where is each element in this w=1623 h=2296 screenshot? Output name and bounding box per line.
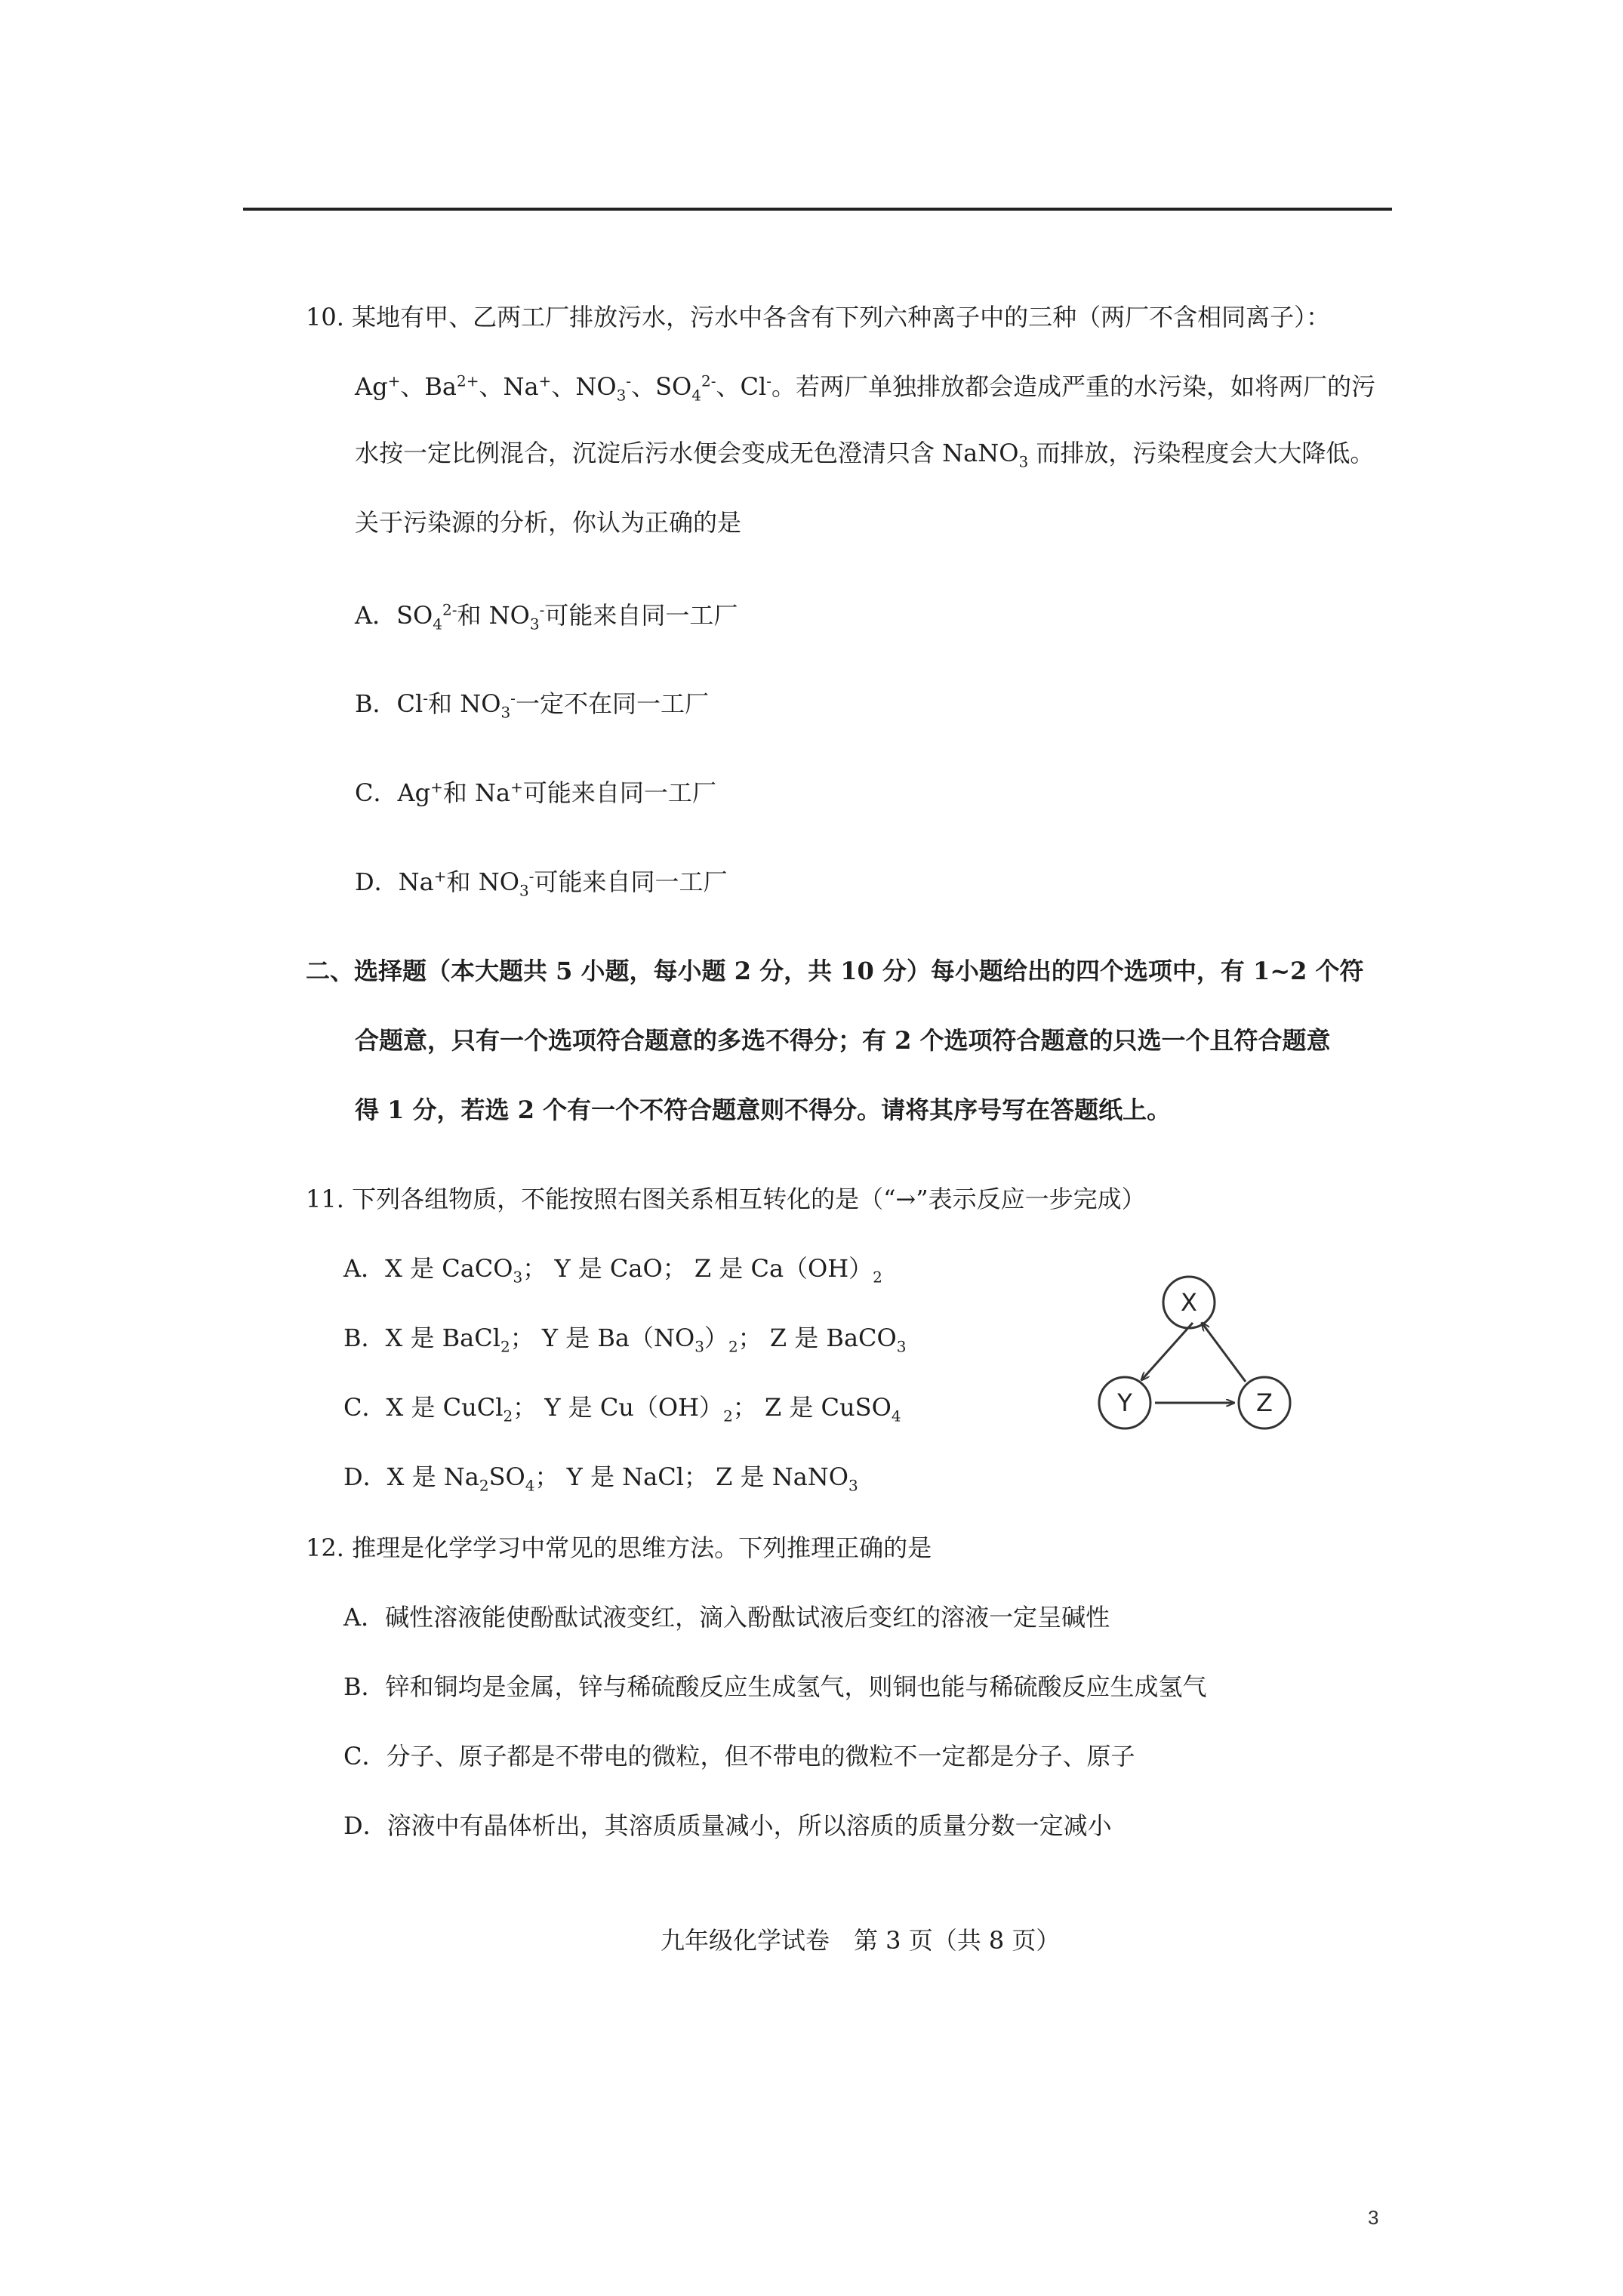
node-z-label: Z	[1256, 1388, 1273, 1417]
q10-stem-line2: Ag+、$Ba^{2+}$、Na+、$NO_3^-$、$SO_4^{2-}$、Cl-。若两厂单独排放都会造成严重的水污染，如将两厂的污	[355, 371, 1375, 405]
q10-stem-line3: 水按一定比例混合，沉淀后污水便会变成无色澄清只含 NaNO$_3$ 而排放，污染程度会大大降低。	[355, 439, 1375, 471]
header-rule	[243, 208, 1392, 211]
q10-stem-line1: 10. 某地有甲、乙两工厂排放污水，污水中各含有下列六种离子中的三种（两厂不含相同离子）：	[306, 303, 1331, 331]
q10-option-b: B．Cl-和 $NO_3^-$一定不在同一工厂	[355, 689, 709, 722]
arrow-x-to-y	[1141, 1323, 1193, 1380]
q11-option-a: A．X 是 CaCO$_3$； Y 是 CaO； Z 是 $Ca(OH)_2$	[343, 1254, 882, 1287]
node-x-label: X	[1181, 1288, 1197, 1317]
q10-stem-line4: 关于污染源的分析，你认为正确的是	[355, 508, 742, 537]
q12-stem: 12. 推理是化学学习中常见的思维方法。下列推理正确的是	[306, 1533, 932, 1562]
arrow-z-to-x	[1202, 1323, 1246, 1382]
q11-option-c: C．X 是 CuCl$_2$； Y 是 $Cu(OH)_2$； Z 是 CuSO$_4$	[343, 1393, 901, 1425]
ion-so4: $SO_4^{2-}$	[655, 371, 716, 405]
q11-option-d: D．X 是 $Na_2SO_4$； Y 是 NaCl； Z 是 NaNO$_3$	[343, 1462, 858, 1495]
q12-option-d: D．溶液中有晶体析出，其溶质质量减小，所以溶质的质量分数一定减小	[343, 1811, 1112, 1840]
q12-option-a: A．碱性溶液能使酚酞试液变红，滴入酚酞试液后变红的溶液一定呈碱性	[343, 1603, 1110, 1632]
q11-option-b: B．X 是 BaCl$_2$； Y 是 $Ba(NO_3)_2$； Z 是 BaCO$_3$	[343, 1324, 907, 1356]
q10-option-c: C．Ag+和 Na+可能来自同一工厂	[355, 778, 716, 807]
node-y-label: Y	[1117, 1388, 1132, 1417]
ion-no3: $NO_3^-$	[575, 371, 632, 405]
reaction-diagram	[1079, 1268, 1313, 1442]
ion-ba: $Ba^{2+}$	[424, 371, 479, 401]
q10-option-a: A．$SO_4^{2-}$和 $NO_3^-$可能来自同一工厂	[355, 600, 738, 633]
ion-cl: Cl-	[740, 371, 771, 401]
ion-na: Na+	[503, 371, 552, 401]
section2-heading-line2: 合题意，只有一个选项符合题意的多选不得分；有 2 个选项符合题意的只选一个且符合题意	[355, 1026, 1331, 1055]
ion-ag: Ag+	[355, 371, 401, 401]
section2-heading-line1: 二、选择题（本大题共 5 小题，每小题 2 分，共 10 分）每小题给出的四个选项中，有 1~2 个符	[306, 957, 1364, 985]
q12-option-b: B．锌和铜均是金属，锌与稀硫酸反应生成氢气，则铜也能与稀硫酸反应生成氢气	[343, 1672, 1207, 1701]
q12-option-c: C．分子、原子都是不带电的微粒，但不带电的微粒不一定都是分子、原子	[343, 1742, 1135, 1771]
page-number: 3	[1368, 2206, 1379, 2229]
q10-option-d: D．Na+和 $NO_3^-$可能来自同一工厂	[355, 867, 728, 900]
section2-heading-line3: 得 1 分，若选 2 个有一个不符合题意则不得分。请将其序号写在答题纸上。	[355, 1096, 1172, 1124]
page-footer: 九年级化学试卷 第 3 页（共 8 页）	[661, 1926, 1061, 1955]
q11-stem: 11. 下列各组物质，不能按照右图关系相互转化的是（“→”表示反应一步完成）	[306, 1185, 1146, 1213]
